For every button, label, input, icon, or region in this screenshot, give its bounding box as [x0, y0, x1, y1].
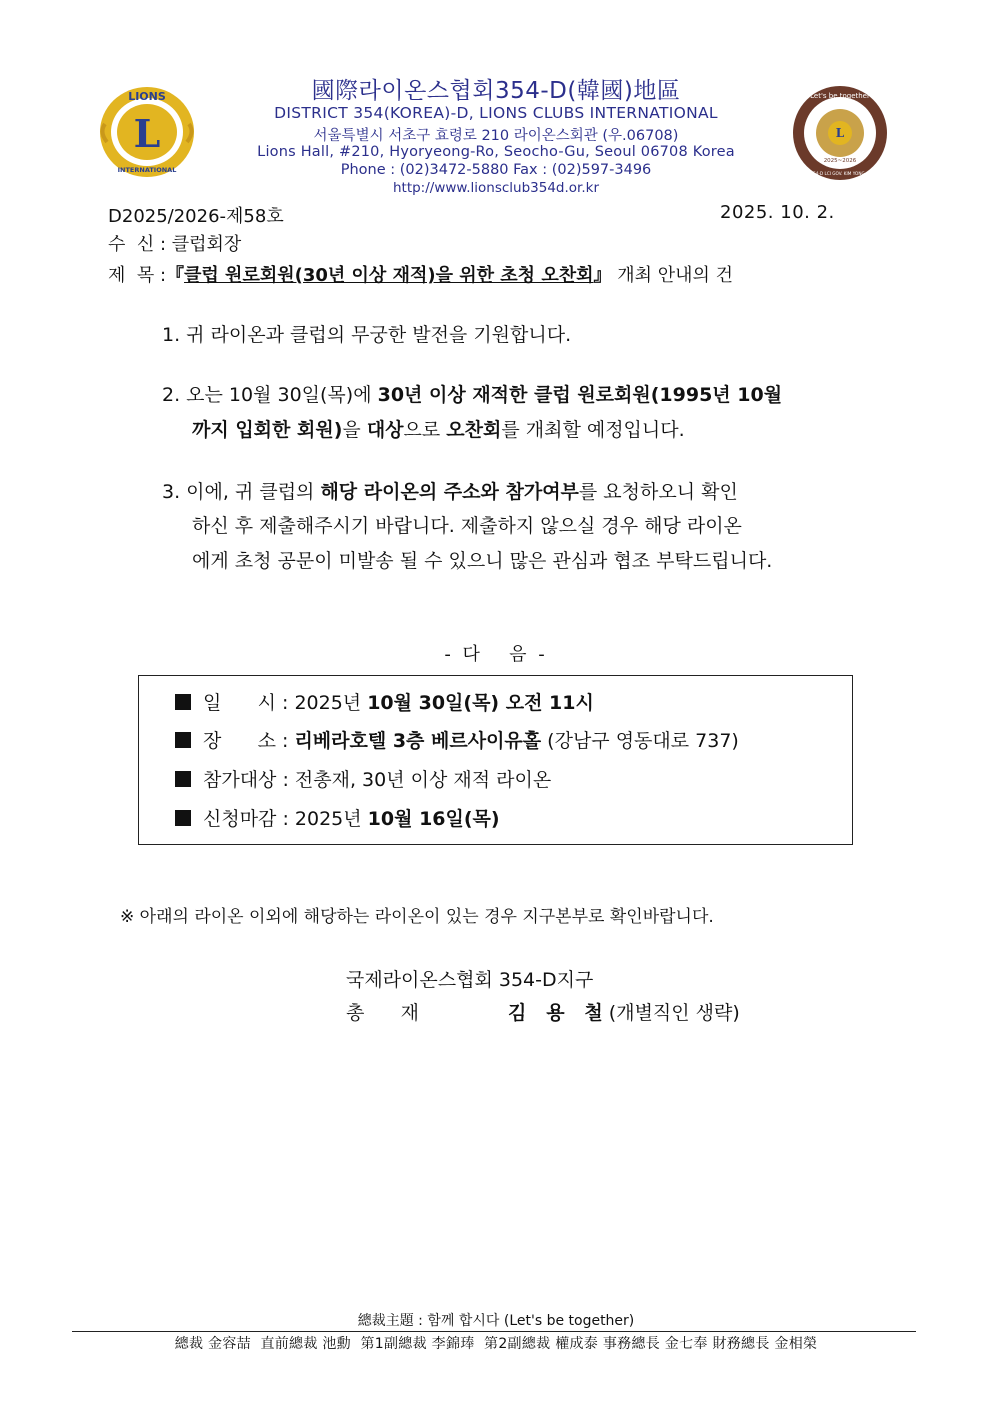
detail-label: 신청마감 :: [203, 808, 295, 830]
p2-mid: 을: [342, 419, 367, 441]
p2-bold-3: 대상: [366, 419, 404, 441]
signature-name: 김 용 철: [508, 1002, 603, 1024]
p2-pre: 2. 오는 10월 30일(목)에: [162, 384, 378, 406]
paragraph-2-line-2: [192, 415, 685, 445]
svg-text:INTERNATIONAL: INTERNATIONAL: [117, 166, 177, 174]
svg-text:L: L: [133, 111, 161, 156]
signature-title: 총 재: [346, 1002, 419, 1024]
square-bullet-icon: [175, 694, 191, 710]
signature-suffix: (개별직인 생략): [602, 1002, 740, 1024]
p3-pre: 3. 이에, 귀 클럽의: [162, 481, 321, 503]
p2-bold-4: 오찬회: [446, 419, 502, 441]
address-english: Lions Hall, #210, Hyoryeong-Ro, Seocho-Gu, Seoul 06708 Korea: [257, 144, 735, 160]
document-date: 2025. 10. 2.: [720, 202, 835, 223]
svg-text:LIONS: LIONS: [128, 90, 166, 103]
square-bullet-icon: [175, 771, 191, 787]
paragraph-2-line-1: [162, 380, 782, 410]
detail-pre: 2025년: [294, 808, 368, 830]
detail-label: 참가대상 :: [203, 769, 295, 791]
square-bullet-icon: [175, 810, 191, 826]
p2-bold-1: 30년 이상 재적한 클럽 원로회원(1995년 10월: [377, 384, 783, 406]
detail-pre: 전총재, 30년 이상 재적 라이온: [294, 769, 552, 791]
signature-organization: 국제라이온스협회 354-D지구: [346, 969, 594, 991]
footer-divider: [72, 1331, 916, 1332]
district-subtitle-en: DISTRICT 354(KOREA)-D, LIONS CLUBS INTERNATIONAL: [274, 104, 718, 122]
notice-note: ※ 아래의 라이온 이외에 해당하는 라이온이 있는 경우 지구본부로 확인바랍니다.: [120, 907, 714, 927]
detail-bold: 10월 16일(목): [367, 808, 500, 830]
paragraph-3-line-2: 하신 후 제출해주시기 바랍니다. 제출하지 않으실 경우 해당 라이온: [192, 515, 742, 537]
following-heading: - 다 음 -: [444, 644, 548, 665]
svg-text:DIST 354-D LCI GOV. KIM YONG-C: DIST 354-D LCI GOV. KIM YONG-CHEOL: [799, 171, 881, 176]
p2-bold-2: 까지 입회한 회원): [192, 419, 343, 441]
p2-mid-2: 으로: [403, 419, 447, 441]
recipient-line: [108, 230, 241, 256]
subject-tail: 개최 안내의 건: [611, 265, 733, 286]
recipient-value: 클럽회장: [171, 234, 242, 255]
detail-bold: 10월 30일(목) 오전 11시: [367, 692, 594, 714]
detail-row-deadline: [175, 804, 500, 831]
address-korean: 서울특별시 서초구 효령로 210 라이온스회관 (우.06708): [313, 128, 679, 144]
p3-post-1: 를 요청하오니 확인: [578, 481, 738, 503]
p2-post: 를 개최할 예정입니다.: [501, 419, 685, 441]
subject-close-bracket: 』: [593, 265, 612, 286]
detail-label: 일 시 :: [203, 692, 295, 714]
detail-label: 장 소 :: [203, 730, 295, 752]
subject-label: 제 목 :: [108, 265, 167, 286]
square-bullet-icon: [175, 732, 191, 748]
footer-motto: 總裁主題 : 함께 합시다 (Let's be together): [357, 1313, 635, 1329]
phone-fax: Phone : (02)3472-5880 Fax : (02)597-3496: [340, 162, 652, 178]
svg-text:Let's be together: Let's be together: [810, 92, 870, 100]
detail-post: (강남구 영동대로 737): [541, 730, 739, 752]
document-number: D2025/2026-제58호: [108, 206, 284, 227]
paragraph-3-line-3: 에게 초청 공문이 미발송 될 수 있으니 많은 관심과 협조 부탁드립니다.: [192, 550, 773, 572]
footer-officers: 總裁 金容喆 直前總裁 池勳 第1副總裁 李錦琫 第2副總裁 權成泰 事務總長 金七奉 財務總長 金相榮: [174, 1336, 818, 1352]
svg-text:L: L: [835, 126, 845, 140]
district-title: 國際라이온스협회354-D(韓國)地區: [311, 78, 681, 104]
detail-row-attendees: [175, 765, 551, 792]
detail-pre: 2025년: [294, 692, 368, 714]
paragraph-3-line-1: [162, 477, 738, 507]
detail-row-datetime: [175, 688, 594, 715]
recipient-label: 수 신 :: [108, 234, 167, 255]
paragraph-1: 1. 귀 라이온과 클럽의 무궁한 발전을 기원합니다.: [162, 324, 572, 346]
p3-bold-1: 해당 라이온의 주소와 참가여부: [320, 481, 579, 503]
signature-line: [346, 998, 740, 1025]
detail-row-venue: [175, 726, 739, 753]
detail-bold: 리베라호텔 3층 베르사이유홀: [294, 730, 542, 752]
svg-text:2025~2026: 2025~2026: [823, 158, 857, 164]
subject-open-bracket: 『: [166, 265, 185, 286]
website-link[interactable]: http://www.lionsclub354d.or.kr: [392, 180, 600, 196]
subject-line: [108, 261, 733, 287]
subject-main: 클럽 원로회원(30년 이상 재적)을 위한 초청 오찬회: [184, 265, 594, 286]
